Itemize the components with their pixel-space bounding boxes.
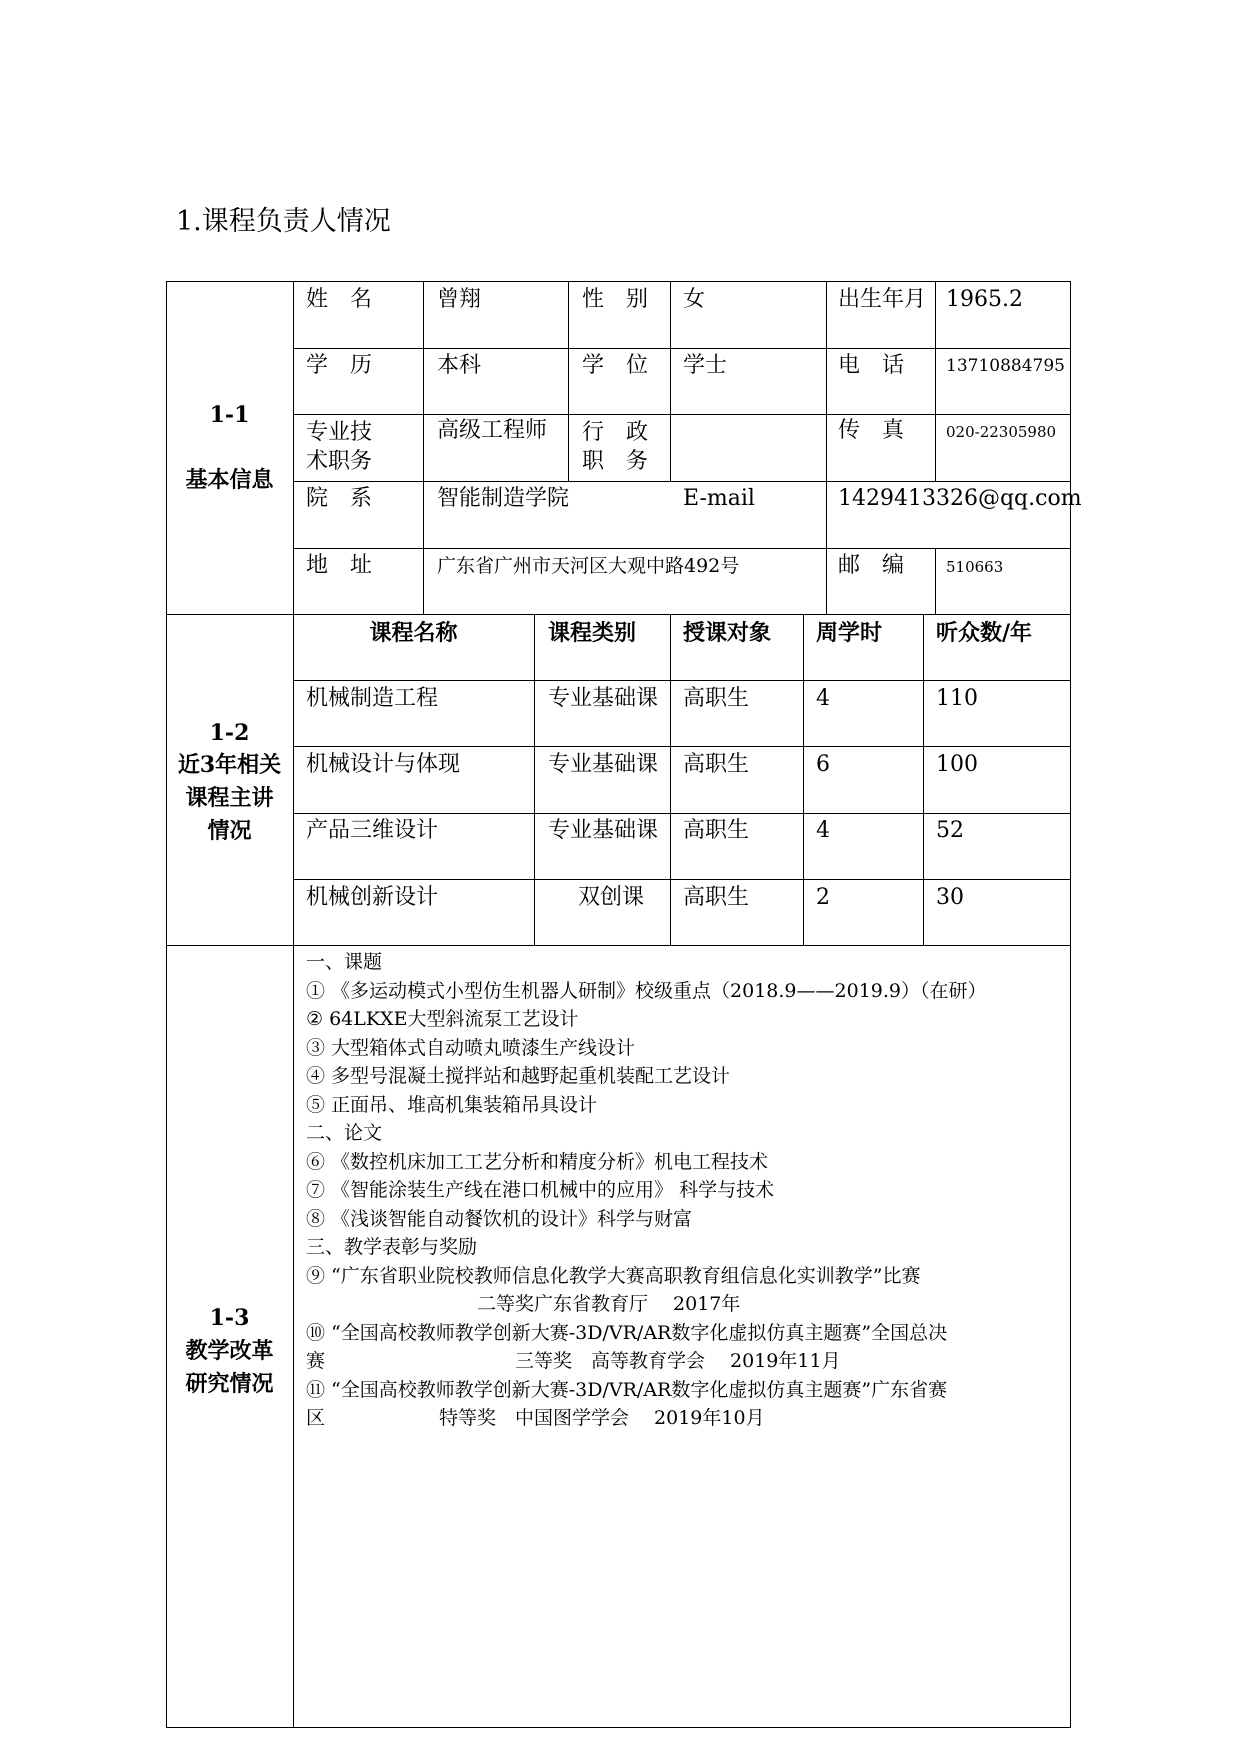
research-line: 三、教学表彰与奖励	[306, 1236, 478, 1258]
research-line: 一、课题	[306, 951, 383, 973]
research-line: ⑥ 《数控机床加工工艺分析和精度分析》机电工程技术	[306, 1150, 769, 1173]
course-listeners: 100	[936, 752, 978, 777]
course-type: 专业基础课	[548, 686, 659, 711]
section-1-3-label-line-2: 研究情况	[185, 1371, 274, 1397]
education-value: 本科	[437, 353, 482, 378]
research-line: ⑩ “全国高校教师教学创新大赛-3D/VR/AR数字化虚拟仿真主题赛”全国总决	[306, 1321, 948, 1344]
name-value: 曾翔	[437, 287, 482, 312]
research-line: 二、论文	[306, 1122, 383, 1144]
research-line: ⑪ “全国高校教师教学创新大赛-3D/VR/AR数字化虚拟仿真主题赛”广东省赛	[306, 1378, 948, 1401]
research-line: ② 64LKXE大型斜流泵工艺设计	[306, 1008, 579, 1030]
zip-value: 510663	[946, 558, 1004, 576]
course-audience: 高职生	[683, 885, 750, 910]
research-line: 赛 三等奖 高等教育学会 2019年11月	[306, 1350, 841, 1372]
research-line: ③ 大型箱体式自动喷丸喷漆生产线设计	[306, 1036, 636, 1059]
department-value: 智能制造学院	[437, 486, 570, 511]
section-1-2-number: 1-2	[209, 720, 250, 746]
email-label: E-mail	[683, 486, 755, 511]
gender-label: 性 别	[582, 287, 649, 312]
research-line: ⑤ 正面吊、堆高机集装箱吊具设计	[306, 1093, 598, 1116]
section-1-3-number: 1-3	[209, 1305, 250, 1331]
course-name: 机械制造工程	[306, 686, 439, 711]
technical-title-label-line-2: 术职务	[306, 449, 373, 474]
email-value: 1429413326@qq.com	[838, 486, 1082, 511]
technical-title-value: 高级工程师	[437, 418, 548, 443]
education-label: 学 历	[306, 353, 373, 378]
section-1-2-label-line-2: 课程主讲	[185, 785, 274, 811]
header-audience-per-year: 听众数/年	[936, 620, 1033, 646]
address-label: 地 址	[306, 553, 373, 578]
gender-value: 女	[683, 287, 706, 312]
course-listeners: 52	[936, 818, 964, 843]
research-content	[306, 948, 1068, 1433]
header-course-name: 课程名称	[369, 620, 458, 646]
research-line: 区 特等奖 中国图学学会 2019年10月	[306, 1407, 765, 1429]
admin-post-label-line-2: 职 务	[582, 449, 649, 474]
course-listeners: 110	[936, 686, 978, 711]
research-line: 二等奖广东省教育厅 2017年	[306, 1293, 741, 1315]
address-value: 广东省广州市天河区大观中路492号	[437, 555, 740, 577]
course-hours: 6	[816, 752, 830, 777]
research-line: ⑦ 《智能涂装生产线在港口机械中的应用》 科学与技术	[306, 1179, 775, 1201]
header-weekly-hours: 周学时	[816, 620, 883, 646]
section-1-2-label-line-1: 近3年相关	[177, 752, 282, 778]
research-line: ⑧ 《浅谈智能自动餐饮机的设计》科学与财富	[306, 1207, 693, 1230]
course-hours: 2	[816, 885, 830, 910]
phone-value: 13710884795	[946, 356, 1065, 376]
course-type: 专业基础课	[548, 752, 659, 777]
section-1-3-label-line-1: 教学改革	[185, 1338, 274, 1364]
course-listeners: 30	[936, 885, 964, 910]
fax-label: 传 真	[838, 418, 905, 443]
degree-label: 学 位	[582, 353, 649, 378]
course-type: 专业基础课	[548, 818, 659, 843]
section-1-1-label: 基本信息	[185, 467, 274, 493]
course-audience: 高职生	[683, 752, 750, 777]
technical-title-label-line-1: 专业技	[306, 420, 373, 445]
course-audience: 高职生	[683, 686, 750, 711]
fax-value: 020-22305980	[946, 423, 1057, 441]
department-label: 院 系	[306, 486, 373, 511]
birth-value: 1965.2	[946, 287, 1023, 312]
course-hours: 4	[816, 686, 830, 711]
research-line: ⑨ “广东省职业院校教师信息化教学大赛高职教育组信息化实训教学”比赛	[306, 1264, 921, 1287]
header-course-type: 课程类别	[548, 620, 637, 646]
phone-label: 电 话	[838, 353, 905, 378]
course-type: 双创课	[578, 885, 645, 910]
course-hours: 4	[816, 818, 830, 843]
research-line: ① 《多运动模式小型仿生机器人研制》校级重点（2018.9——2019.9）（在研）	[306, 979, 987, 1002]
research-line: ④ 多型号混凝土搅拌站和越野起重机装配工艺设计	[306, 1065, 731, 1087]
header-audience: 授课对象	[683, 620, 772, 646]
course-name: 机械创新设计	[306, 885, 439, 910]
course-audience: 高职生	[683, 818, 750, 843]
course-name: 产品三维设计	[306, 818, 439, 843]
name-label: 姓 名	[306, 287, 373, 312]
admin-post-label	[582, 418, 648, 476]
zip-label: 邮 编	[838, 553, 905, 578]
course-name: 机械设计与体现	[306, 752, 461, 777]
birth-label: 出生年月	[838, 287, 927, 312]
degree-value: 学士	[683, 353, 728, 378]
section-1-2-label-line-3: 情况	[207, 818, 252, 844]
section-title: 1.课程负责人情况	[176, 206, 391, 237]
technical-title-label	[306, 418, 372, 476]
admin-post-label-line-1: 行 政	[582, 420, 649, 445]
section-1-1-number: 1-1	[209, 402, 250, 428]
